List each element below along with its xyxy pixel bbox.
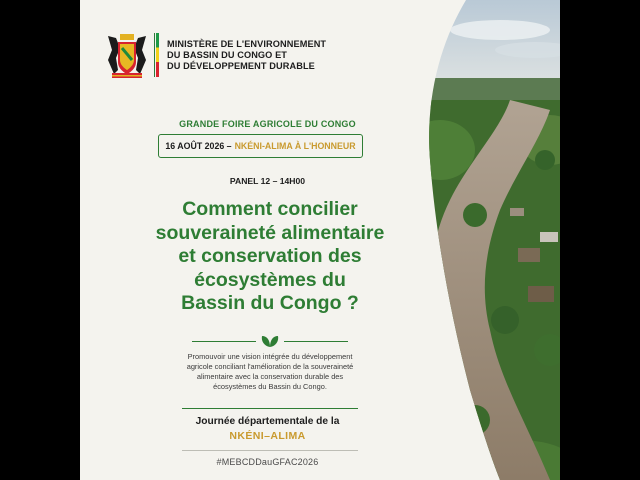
- description-line: Promouvoir une vision intégrée du développement: [187, 352, 353, 361]
- poster: [80, 0, 560, 480]
- panel-label: PANEL 12 – 14H00: [229, 176, 306, 186]
- panel-title-line: Comment concilier: [182, 198, 358, 220]
- panel-title-line: souveraineté alimentaire: [155, 221, 385, 244]
- description-line: agricole conciliant l'amélioration de la souveraineté: [186, 361, 354, 371]
- description-line: alimentaire avec la conservation durable des: [196, 371, 344, 381]
- panel-title-line: et conservation des: [178, 245, 362, 267]
- ministry-line: DU DÉVELOPPEMENT DURABLE: [167, 60, 315, 71]
- panel-title: [120, 198, 420, 316]
- ministry-line: MINISTÈRE DE L'ENVIRONNEMENT: [167, 38, 327, 49]
- event-highlight: NKÉNI-ALIMA À L'HONNEUR: [234, 141, 356, 151]
- description-line: écosystèmes du Bassin du Congo.: [213, 381, 327, 391]
- panel-description: [150, 352, 390, 392]
- panel-title-line: écosystèmes du: [194, 268, 346, 291]
- hashtag: #MEBCDDauGFAC2026: [216, 457, 319, 467]
- flag-stripe: [154, 33, 155, 77]
- event-title: GRANDE FOIRE AGRICOLE DU CONGO: [179, 119, 356, 129]
- day-label: Journée départementale de la: [195, 416, 340, 427]
- leaf-icon: [260, 334, 280, 348]
- coat-of-arms-icon: [104, 30, 150, 80]
- ministry-name: [167, 39, 326, 72]
- leaf-divider: [185, 334, 355, 348]
- region-name: NKÉNI–ALIMA: [229, 430, 306, 442]
- event-date: 16 AOÛT 2026 –: [165, 141, 232, 151]
- ministry-line: DU BASSIN DU CONGO ET: [167, 49, 288, 60]
- divider: [182, 450, 358, 451]
- panel-title-line: Bassin du Congo ?: [181, 292, 359, 314]
- event-date-box: [158, 134, 363, 158]
- divider: [182, 408, 358, 409]
- ministry-logo: [104, 30, 326, 80]
